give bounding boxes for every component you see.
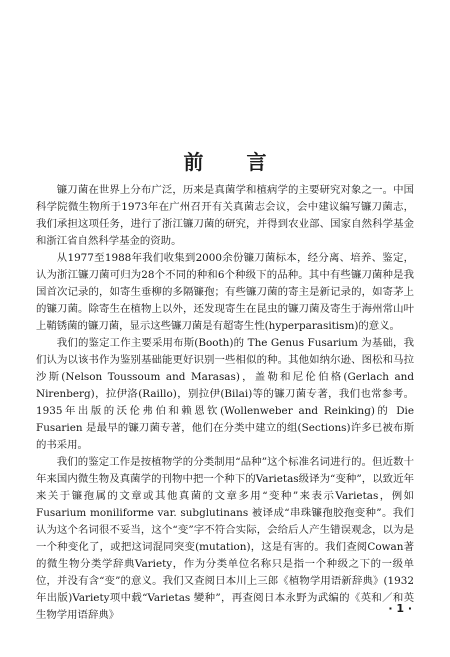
paragraph-2: 从1977至1988年我们收集到2000余份镰刀菌标本，经分离、培养、鉴定，认为浙江镰刀菌可归为28个不同的种和6个种级下的品种。其中有些镰刀菌种是我国首次记录的，如寄生垂柳的多隔镰孢；有些镰刀菌的寄主是新记录的，如寄茅上的镰刀菌。除寄生在植物上以外，还发现寄生在昆虫的镰刀菌及寄生于海州常山叶上鞘锈菌的镰刀菌，显示这些镰刀菌是有超寄生性(hyperparasitism)的意义。 bbox=[36, 252, 414, 332]
page-title: 前 言 bbox=[183, 150, 285, 174]
paragraph-4: 我们的鉴定工作是按植物学的分类制用“品种”这个标准名词进行的。但近数十年来国内微生物及真菌学的刊物中把一个种下的Varietas级译为“变种”，以致近年来关于镰孢属的文章或其他真菌的文章多用“变种”来表示Varietas，例如 Fusarium moniliforme var. subglutinans 被译成“串珠镰孢胶孢变种”。我们认为这个名词很不妥当，这个“变”字不符合实际，会给后人产生错误观念，以为是一个种变化了，或把这词混同突变(mutation)，这是有害的。我们查阅Cowan著的微生物分类学辞典Variety，作为分类单位名称只是指一个种级之下的一级单位，并没有含“变”的意义。我们又查阅日本川上三郎《植物学用语新辞典》(1932年出版)Variety项中载“Varietas 變种”，再查阅日本永野为武编的《英和／和英生物学用语辞典》 bbox=[36, 456, 414, 621]
paragraph-1: 镰刀菌在世界上分布广泛，历来是真菌学和植病学的主要研究对象之一。中国科学院微生物所于1973年在广州召开有关真菌志会议，会中建议编写镰刀菌志，我们承担这项任务，进行了浙江镰刀菌的研究，并得到农业部、国家自然科学基金和浙江省自然科学基金的资助。 bbox=[36, 184, 414, 247]
body-text bbox=[36, 182, 414, 624]
paragraph-3: 我们的鉴定工作主要采用布斯(Booth)的 The Genus Fusarium 为基础，我们认为以该书作为鉴别基础能更好识别一些相似的种。其他如纳尔逊、图松和马拉沙斯(Nelson Toussoum and Marasas)，盖勒和尼伦伯格(Gerlach and Nirenberg)，拉伊洛(Raillo)，别拉伊(Bilai)等的镰刀菌专著，我们也常参考。1935年出版的沃伦弗伯和赖恩钦(Wollenweber and Reinking)的 Die Fusarien 是最早的镰刀菌专著，他们在分类中建立的组(Sections)许多已被布斯的书采用。 bbox=[36, 337, 414, 451]
page-number: · 1 · bbox=[388, 602, 412, 615]
